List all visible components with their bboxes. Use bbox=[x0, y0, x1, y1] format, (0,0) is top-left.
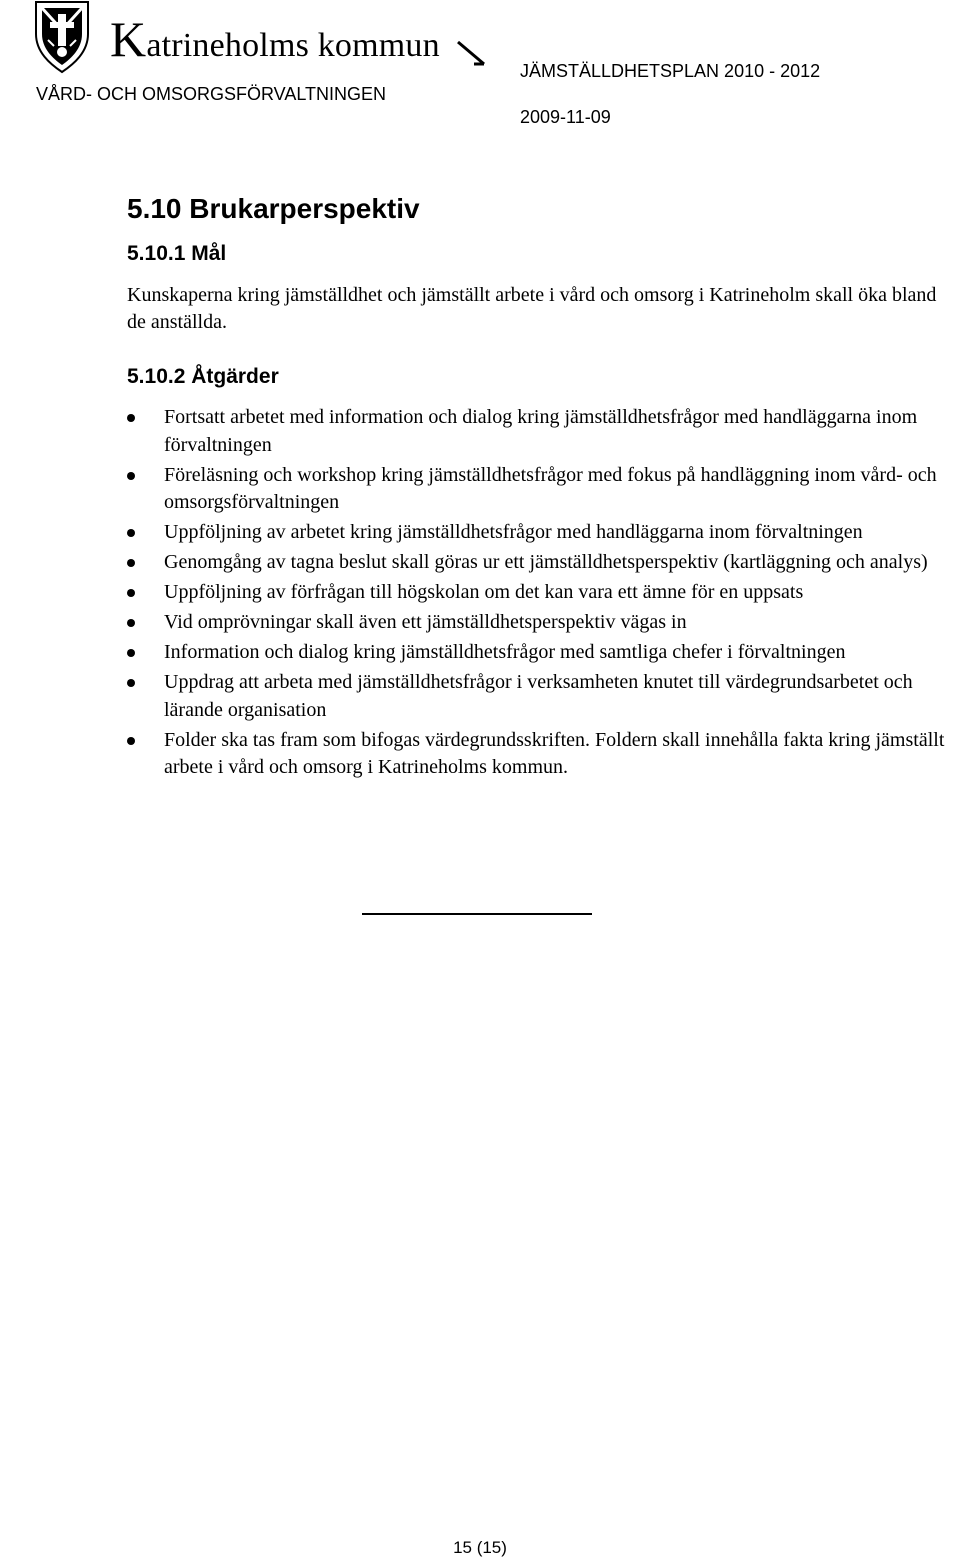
list-item bbox=[0, 639, 960, 667]
list-item-text: Uppföljning av förfrågan till högskolan om det kan vara ett ämne för en uppsats bbox=[164, 581, 804, 603]
list-item-text: Information och dialog kring jämställdhetsfrågor med samtliga chefer i förvaltningen bbox=[164, 641, 846, 663]
list-item-text: Uppföljning av arbetet kring jämställdhetsfrågor med handläggarna inom förvaltningen bbox=[164, 521, 863, 543]
municipality-name-rest: atrineholms kommun bbox=[146, 27, 440, 64]
list-item bbox=[0, 609, 960, 637]
municipality-name bbox=[110, 11, 440, 67]
list-item bbox=[0, 579, 960, 607]
actions-list bbox=[0, 404, 960, 784]
list-item bbox=[0, 727, 960, 782]
list-item bbox=[0, 462, 960, 517]
list-item bbox=[0, 404, 960, 459]
bullet-icon bbox=[127, 529, 135, 537]
document-date: 2009-11-09 bbox=[520, 107, 611, 127]
section-heading: 5.10 Brukarperspektiv bbox=[127, 193, 420, 224]
document-title: JÄMSTÄLLDHETSPLAN 2010 - 2012 bbox=[520, 61, 821, 81]
bullet-icon bbox=[127, 472, 135, 480]
municipal-coat-of-arms-icon bbox=[34, 0, 90, 74]
bullet-icon bbox=[127, 679, 135, 687]
department-name: VÅRD- OCH OMSORGSFÖRVALTNINGEN bbox=[36, 84, 387, 104]
list-item-text: Genomgång av tagna beslut skall göras ur ett jämställdhetsperspektiv (kartläggning och analys) bbox=[164, 551, 928, 573]
list-item bbox=[0, 519, 960, 547]
actions-heading: 5.10.2 Åtgärder bbox=[127, 365, 279, 388]
list-item-text: Fortsatt arbetet med information och dialog kring jämställdhetsfrågor med handläggarna inom förvaltningen bbox=[164, 406, 918, 456]
brand-slash-mark bbox=[456, 40, 486, 66]
goal-heading: 5.10.1 Mål bbox=[127, 242, 227, 265]
end-of-section-rule bbox=[362, 913, 592, 915]
list-item bbox=[0, 669, 960, 724]
list-item bbox=[0, 549, 960, 577]
bullet-icon bbox=[127, 649, 135, 657]
list-item-text: Folder ska tas fram som bifogas värdegrundsskriften. Foldern skall innehålla fakta kring jämställt arbete i vård och omsorg i Katrineholms kommun. bbox=[164, 728, 945, 778]
bullet-icon bbox=[127, 737, 135, 745]
bullet-icon bbox=[127, 414, 135, 422]
municipality-name-initial: K bbox=[110, 11, 147, 67]
goal-paragraph: Kunskaperna kring jämställdhet och jämställt arbete i vård och omsorg i Katrineholm skall öka bland de anställda. bbox=[127, 284, 937, 333]
bullet-icon bbox=[127, 559, 135, 567]
list-item-text: Föreläsning och workshop kring jämställdhetsfrågor med fokus på handläggning inom vård- och omsorgsförvaltningen bbox=[164, 463, 937, 513]
page-number: 15 (15) bbox=[453, 1538, 507, 1557]
bullet-icon bbox=[127, 619, 135, 627]
list-item-text: Uppdrag att arbeta med jämställdhetsfrågor i verksamheten knutet till värdegrundsarbetet och lärande organisation bbox=[164, 671, 913, 721]
list-item-text: Vid omprövningar skall även ett jämställdhetsperspektiv vägas in bbox=[164, 611, 687, 633]
bullet-icon bbox=[127, 589, 135, 597]
